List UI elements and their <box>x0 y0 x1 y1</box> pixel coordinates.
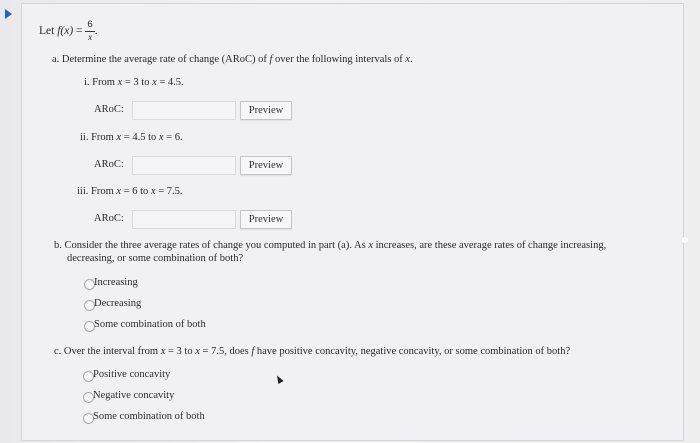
item-eq1: = 4.5 to <box>121 132 159 143</box>
part-a-mid: over the following intervals of <box>272 54 406 65</box>
fraction-numerator: 6 <box>87 19 93 30</box>
part-c-text-b: have positive concavity, negative concavity, or some combination of both? <box>254 346 571 357</box>
item-x2: x <box>158 132 164 143</box>
function-trailing: . <box>94 25 98 38</box>
function-definition <box>39 20 98 43</box>
part-a-label: a. <box>52 54 60 65</box>
item-numeral: i. <box>84 77 90 88</box>
part-b-label: b. <box>54 240 62 251</box>
aroc-input-i[interactable] <box>132 101 236 120</box>
function-fraction <box>85 20 94 43</box>
aroc-input-iii[interactable] <box>132 210 236 229</box>
item-eq2: = 7.5. <box>155 186 183 197</box>
item-x2: x <box>152 77 157 88</box>
play-arrow-icon[interactable] <box>5 9 12 19</box>
part-a-end: . <box>410 54 413 65</box>
item-eq2: = 4.5. <box>156 77 184 88</box>
preview-button-ii[interactable]: Preview <box>240 156 292 175</box>
aroc-label-iii: ARoC: <box>94 213 124 224</box>
scroll-indicator <box>682 237 688 243</box>
part-a-prompt <box>52 54 413 65</box>
radio-label-increasing[interactable]: Increasing <box>94 277 138 288</box>
part-a-f: f <box>269 54 273 65</box>
part-c-x2: x <box>195 346 200 357</box>
part-c-eq2: = 7.5, does <box>199 346 252 357</box>
part-c-f: f <box>251 346 255 357</box>
part-c-x1: x <box>160 346 166 357</box>
radio-label-negative-concavity[interactable]: Negative concavity <box>93 390 175 401</box>
part-c-text-a: Over the interval from <box>63 346 161 357</box>
radio-label-some-combination-b[interactable]: Some combination of both <box>94 319 206 330</box>
part-b-text-a: Consider the three average rates of change you computed in part (a). As <box>64 240 369 251</box>
interval-item-i <box>84 77 184 88</box>
preview-button-iii[interactable]: Preview <box>240 210 292 229</box>
fraction-denominator: x <box>87 33 93 43</box>
part-c-eq1: = 3 to <box>165 346 196 357</box>
item-from: From <box>92 77 118 88</box>
interval-item-ii <box>80 132 183 143</box>
preview-button-i[interactable]: Preview <box>240 101 292 120</box>
radio-label-some-combination-c[interactable]: Some combination of both <box>93 411 205 422</box>
aroc-input-ii[interactable] <box>132 156 236 175</box>
part-c-label: c. <box>54 346 62 357</box>
item-x1: x <box>116 186 122 197</box>
item-from: From <box>91 186 117 197</box>
function-name: f(x) <box>57 25 74 38</box>
item-x1: x <box>117 77 123 88</box>
radio-label-positive-concavity[interactable]: Positive concavity <box>93 369 171 380</box>
item-eq1: = 6 to <box>121 186 151 197</box>
part-a-x: x <box>405 54 411 65</box>
part-a-text: Determine the average rate of change (ARoC) of <box>61 54 270 65</box>
part-c-prompt <box>54 346 570 357</box>
aroc-label-ii: ARoC: <box>94 159 124 170</box>
equals-sign: = <box>73 25 86 38</box>
item-eq2: = 6. <box>163 132 183 143</box>
item-from: From <box>91 132 117 143</box>
radio-label-decreasing[interactable]: Decreasing <box>94 298 142 309</box>
question-card <box>21 3 684 441</box>
interval-item-iii <box>77 186 183 197</box>
item-eq1: = 3 to <box>122 77 153 88</box>
item-x1: x <box>116 132 122 143</box>
function-prefix: Let <box>39 25 58 38</box>
item-numeral: iii. <box>77 186 89 197</box>
aroc-label-i: ARoC: <box>94 104 124 115</box>
part-b-text-b: increases, are these average rates of change increasing, <box>372 240 607 251</box>
part-b-x: x <box>368 240 373 251</box>
part-b-prompt-line1 <box>54 240 606 251</box>
part-b-prompt-line2: decreasing, or some combination of both? <box>67 253 244 264</box>
item-x2: x <box>150 186 156 197</box>
item-numeral: ii. <box>80 132 89 143</box>
